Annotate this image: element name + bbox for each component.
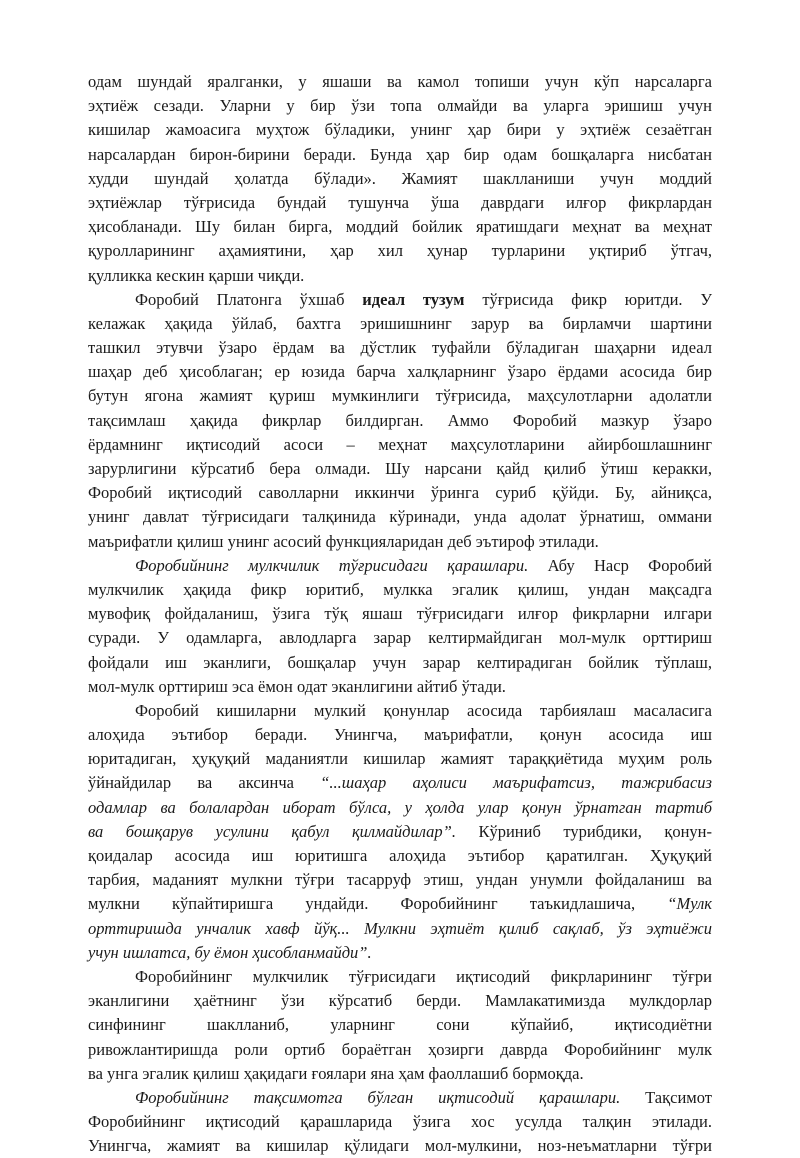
- italic-text: “...шаҳар аҳолиси маърифатсиз, тажрибасиз: [320, 773, 712, 793]
- italic-text: Форобийнинг тақсимотга бўлган иқтисодий қарашлари.: [135, 1087, 621, 1107]
- text-segment: Абу Наср Форобий: [528, 555, 712, 575]
- text-line: [88, 215, 712, 239]
- text-line: [88, 917, 712, 941]
- text-segment: унинг давлат тўғрисидаги талқинида кўринади, унда адолат ўрнатиш, оммани: [88, 507, 712, 527]
- text-line: [88, 820, 712, 844]
- text-line: [88, 118, 712, 142]
- text-segment: ривожлантиришда роли ортиб бораётган ҳозирги даврда Форобийнинг мулк: [88, 1039, 712, 1059]
- text-segment: ҳисобланади. Шу билан бирга, моддий бойлик яратишдаги меҳнат ва меҳнат: [88, 217, 712, 237]
- text-line: [88, 723, 712, 747]
- bold-text: идеал тузум: [362, 289, 465, 309]
- text-segment: фойдали иш эканлиги, бошқалар учун зарар келтирадиган бойлик тўплаш,: [88, 652, 712, 672]
- text-segment: келажак ҳақида ўйлаб, бахтга эришишнинг зарур ва бирламчи шартини: [88, 313, 712, 333]
- italic-text: учун ишлатса, бу ёмон ҳисобланмайди”.: [88, 942, 372, 962]
- text-line: [88, 554, 712, 578]
- text-line: [88, 409, 712, 433]
- text-line: [88, 892, 712, 916]
- text-line: [88, 312, 712, 336]
- text-line: [88, 384, 712, 408]
- italic-text: орттиришда унчалик хавф йўқ... Мулкни эҳтиёт қилиб сақлаб, ўз эҳтиёжи: [88, 918, 712, 938]
- text-segment: мол-мулк орттириш эса ёмон одат эканлигини айтиб ўтади.: [88, 676, 506, 696]
- text-line: [88, 747, 712, 771]
- italic-text: ва бошқарув усулини қабул қилмайдилар”.: [88, 821, 456, 841]
- text-line: [88, 481, 712, 505]
- text-segment: Форобий иқтисодий саволларни иккинчи ўринга суриб қўйди. Бу, айниқса,: [88, 483, 712, 503]
- text-line: [88, 626, 712, 650]
- text-line: [88, 433, 712, 457]
- text-segment: Форобийнинг мулкчилик тўғрисидаги иқтисодий фикрларининг тўғри: [135, 966, 712, 986]
- text-line: [88, 989, 712, 1013]
- italic-text: одамлар ва болалардан иборат бўлса, у ҳолда улар қонун ўрнатган тартиб: [88, 797, 712, 817]
- text-segment: Тақсимот: [620, 1087, 712, 1107]
- text-segment: Форобийнинг иқтисодий қарашларида ўзига хос усулда талқин этилади.: [88, 1112, 712, 1132]
- text-line: [88, 699, 712, 723]
- text-segment: мулкни кўпайтиришга ундайди. Форобийнинг таъкидлашича,: [88, 894, 668, 914]
- text-segment: маърифатли қилиш унинг асосий функцияларидан деб эътироф этилади.: [88, 531, 599, 551]
- text-line: [88, 844, 712, 868]
- text-line: [88, 1038, 712, 1062]
- text-line: [88, 941, 712, 965]
- text-segment: ва унга эгалик қилиш ҳақидаги ғоялари яна ҳам фаоллашиб бормоқда.: [88, 1063, 584, 1083]
- text-line: [88, 578, 712, 602]
- text-segment: тақсимлаш ҳақида фикрлар билдирган. Аммо Форобий мазкур ўзаро: [88, 410, 712, 430]
- text-line: [88, 771, 712, 795]
- text-segment: эҳтиёж сезади. Уларни у бир ўзи топа олмайди ва уларга эришиш учун: [88, 96, 712, 116]
- text-line: [88, 530, 712, 554]
- text-segment: ташкил этувчи ўзаро ёрдам ва дўстлик туфайли бўладиган шаҳарни идеал: [88, 338, 712, 358]
- text-segment: нарсалардан бирон-бирини беради. Бунда ҳар бир одам бошқаларга нисбатан: [88, 144, 712, 164]
- italic-text: “Мулк: [667, 894, 712, 914]
- text-line: [88, 191, 712, 215]
- document-page: [88, 70, 712, 1158]
- text-segment: эҳтиёжлар тўғрисида бундай тушунча ўша даврдаги илғор фикрлардан: [88, 192, 712, 212]
- text-segment: мувофиқ фойдаланиш, ўзига тўқ яшаш тўғрисидаги илғор фикрларни илгари: [88, 604, 712, 624]
- text-segment: бутун ягона жамият қуриш мумкинлиги тўғрисида, маҳсулотларни адолатли: [88, 386, 712, 406]
- text-line: [88, 457, 712, 481]
- text-line: [88, 336, 712, 360]
- text-line: [88, 505, 712, 529]
- text-line: [88, 1013, 712, 1037]
- text-segment: эканлигини ҳаётнинг ўзи кўрсатиб берди. Мамлакатимизда мулкдорлар: [88, 991, 712, 1011]
- text-line: [88, 1134, 712, 1158]
- text-segment: мулкчилик ҳақида фикр юритиб, мулкка эгалик қилиш, ундан мақсадга: [88, 579, 712, 599]
- text-segment: тўғрисида фикр юритди. У: [464, 289, 713, 309]
- text-segment: қуролларининг аҳамиятини, ҳар хил ҳунар турларини уқтириб ўтгач,: [88, 241, 712, 261]
- text-segment: синфининг шаклланиб, уларнинг сони кўпайиб, иқтисодиётни: [88, 1015, 712, 1035]
- text-segment: Форобий Платонга ўхшаб: [135, 289, 363, 309]
- text-segment: алоҳида эътибор беради. Унингча, маърифатли, қонун асосида иш: [88, 725, 712, 745]
- text-line: [88, 651, 712, 675]
- text-segment: қоидалар асосида иш юритишга алоҳида эътибор қаратилган. Ҳуқуқий: [88, 846, 712, 865]
- text-segment: суради. У одамларга, авлодларга зарар келтирмайдиган мол-мулк орттириш: [88, 628, 712, 648]
- text-line: [88, 288, 712, 312]
- text-segment: Унингча, жамият ва кишилар қўлидаги мол-мулкини, ноз-неъматларни тўғри: [88, 1136, 712, 1156]
- text-line: [88, 143, 712, 167]
- text-segment: ўйнайдилар ва аксинча: [88, 773, 321, 793]
- text-line: [88, 868, 712, 892]
- text-line: [88, 94, 712, 118]
- text-segment: Кўриниб турибдики, қонун-: [455, 821, 712, 841]
- text-segment: тарбия, маданият мулкни тўғри тасарруф этиш, ундан унумли фойдаланиш ва: [88, 870, 712, 890]
- text-line: [88, 167, 712, 191]
- text-segment: одам шундай яралганки, у яшаши ва камол топиши учун кўп нарсаларга: [88, 72, 712, 91]
- text-segment: юритадиган, ҳуқуқий маданиятли кишилар жамият тараққиётида муҳим роль: [88, 749, 712, 769]
- text-line: [88, 1062, 712, 1086]
- text-line: [88, 70, 712, 94]
- text-segment: шаҳар деб ҳисоблаган; ер юзида барча халқларнинг ўзаро ёрдами асосида бир: [88, 362, 712, 382]
- text-line: [88, 602, 712, 626]
- text-segment: ёрдамнинг иқтисодий асоси – меҳнат маҳсулотларини айирбошлашнинг: [88, 434, 712, 454]
- text-segment: зарурлигини кўрсатиб бера олмади. Шу нарсани қайд қилиб ўтиш керакки,: [88, 459, 712, 478]
- text-line: [88, 360, 712, 384]
- text-line: [88, 675, 712, 699]
- text-segment: кишилар жамоасига муҳтож бўладики, унинг ҳар бири у эҳтиёж сезаётган: [88, 120, 712, 140]
- text-line: [88, 1086, 712, 1110]
- italic-text: Форобийнинг мулкчилик тўғрисидаги қарашлари.: [135, 555, 529, 575]
- text-segment: қулликка кескин қарши чиқди.: [88, 265, 305, 285]
- text-segment: худди шундай ҳолатда бўлади». Жамият шаклланиши учун моддий: [88, 168, 712, 188]
- text-line: [88, 796, 712, 820]
- text-line: [88, 965, 712, 989]
- text-segment: Форобий кишиларни мулкий қонунлар асосида тарбиялаш масаласига: [135, 700, 712, 720]
- text-line: [88, 239, 712, 263]
- text-line: [88, 264, 712, 288]
